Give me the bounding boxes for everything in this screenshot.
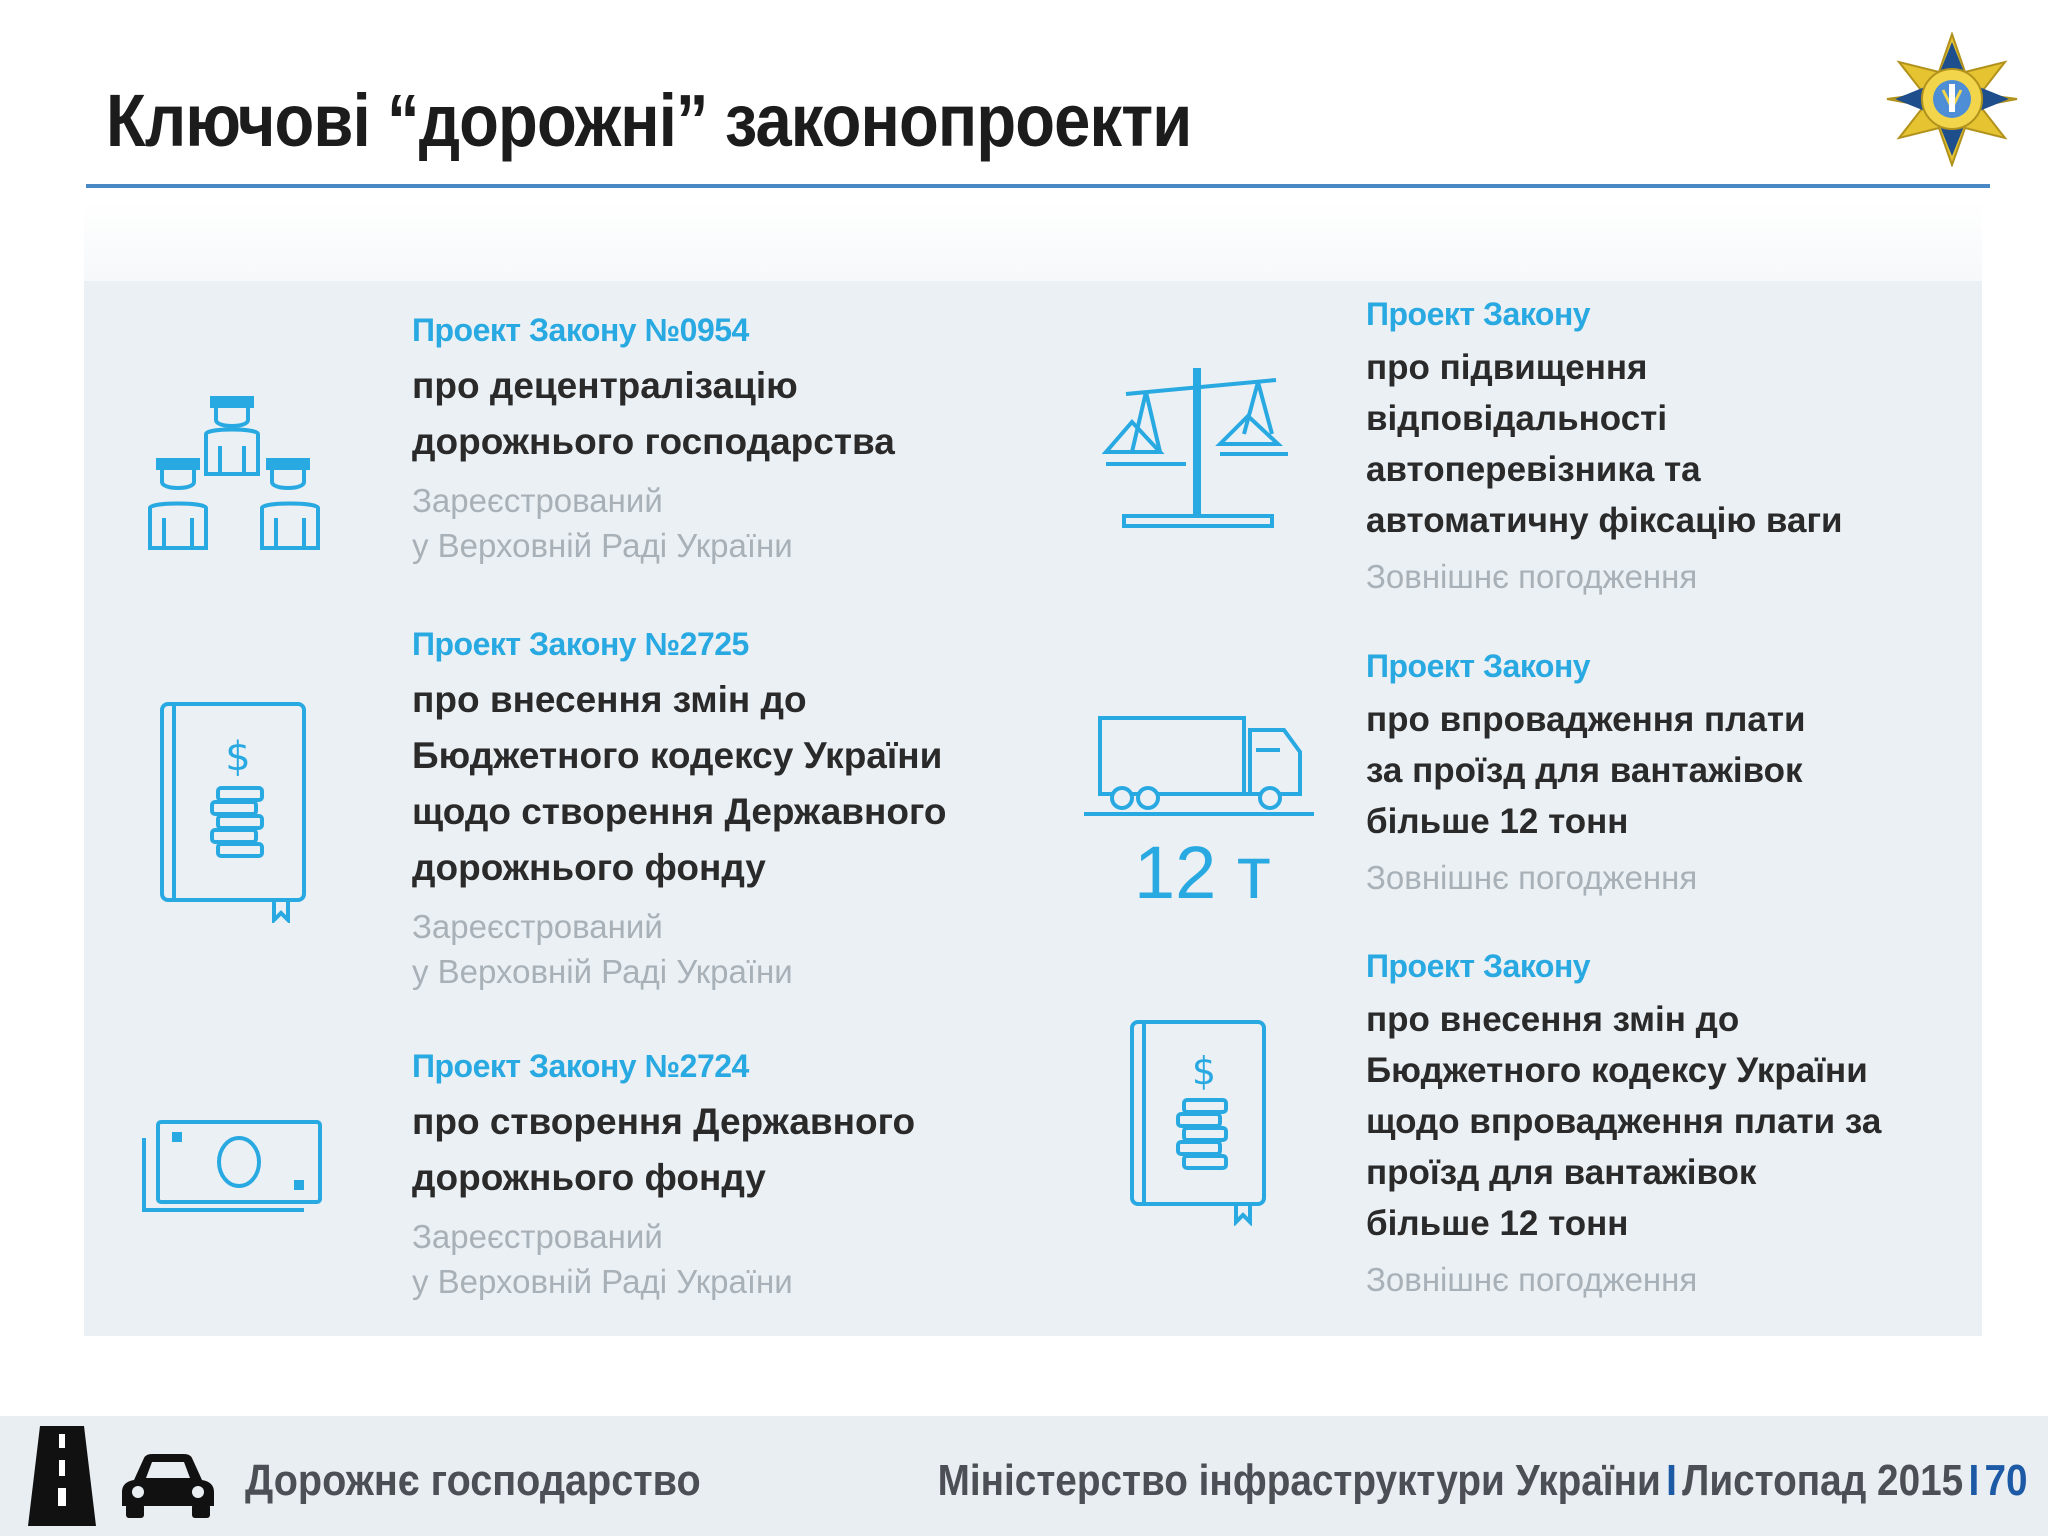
footer-ministry: Міністерство інфраструктури України bbox=[938, 1456, 1662, 1505]
law-status: Зовнішнє погодження bbox=[1366, 558, 1698, 595]
footer-date: Листопад 2015 bbox=[1682, 1456, 1964, 1505]
law-heading: Проект Закону bbox=[1366, 948, 1591, 984]
page-number: 70 bbox=[1984, 1456, 2028, 1505]
banknote-icon bbox=[140, 1116, 325, 1216]
law-description: про підвищення відповідальності автоперевізника та автоматичну фіксацію ваги bbox=[1366, 348, 1843, 540]
page-title: Ключові “дорожні” законопроекти bbox=[106, 79, 1192, 162]
budget-book-icon bbox=[156, 698, 311, 923]
law-status: Зовнішнє погодження bbox=[1366, 1261, 1698, 1298]
ministry-emblem-icon bbox=[1885, 32, 2020, 167]
law-item-budget-toll bbox=[1366, 946, 1881, 1302]
budget-book-icon bbox=[1126, 1016, 1271, 1226]
law-item-0954 bbox=[412, 310, 895, 568]
law-item-2724 bbox=[412, 1046, 915, 1304]
law-heading: Проект Закону №2725 bbox=[412, 626, 749, 662]
law-description: про децентралізацію дорожнього господарства bbox=[412, 365, 895, 462]
law-item-overweight bbox=[1366, 294, 1843, 599]
law-item-truck-toll bbox=[1366, 646, 1806, 900]
law-status: Зареєстрований у Верховній Раді України bbox=[412, 1218, 793, 1300]
scales-icon bbox=[1102, 364, 1292, 534]
svg-text:$: $ bbox=[1191, 1049, 1217, 1093]
law-heading: Проект Закону bbox=[1366, 296, 1591, 332]
title-divider bbox=[86, 184, 1990, 188]
svg-text:$: $ bbox=[225, 734, 251, 780]
law-item-2725 bbox=[412, 624, 947, 994]
footer-section-label: Дорожнє господарство bbox=[245, 1456, 701, 1505]
law-status: Зареєстрований у Верховній Раді України bbox=[412, 482, 793, 564]
footer-meta bbox=[938, 1456, 2028, 1506]
footer-separator: I bbox=[1968, 1456, 1980, 1505]
panel-top-fade bbox=[84, 200, 1982, 281]
law-heading: Проект Закону bbox=[1366, 648, 1591, 684]
law-status: Зовнішнє погодження bbox=[1366, 859, 1698, 896]
law-description: про впровадження плати за проїзд для вантажівок більше 12 тонн bbox=[1366, 700, 1806, 841]
footer bbox=[0, 1416, 2048, 1536]
law-description: про внесення змін до Бюджетного кодексу України щодо впровадження плати за проїзд для вантажівок більше 12 тонн bbox=[1366, 1000, 1882, 1243]
road-icon bbox=[26, 1426, 98, 1531]
car-icon bbox=[118, 1450, 218, 1525]
law-heading: Проект Закону №2724 bbox=[412, 1048, 749, 1084]
law-heading: Проект Закону №0954 bbox=[412, 312, 749, 348]
law-description: про внесення змін до Бюджетного кодексу України щодо створення Державного дорожнього фонду bbox=[412, 679, 947, 888]
weight-12t-label: 12 т bbox=[1134, 831, 1271, 914]
footer-separator: I bbox=[1666, 1456, 1678, 1505]
people-icon bbox=[140, 386, 325, 556]
law-description: про створення Державного дорожнього фонду bbox=[412, 1101, 916, 1198]
truck-icon bbox=[1084, 712, 1314, 820]
law-status: Зареєстрований у Верховній Раді України bbox=[412, 908, 793, 990]
